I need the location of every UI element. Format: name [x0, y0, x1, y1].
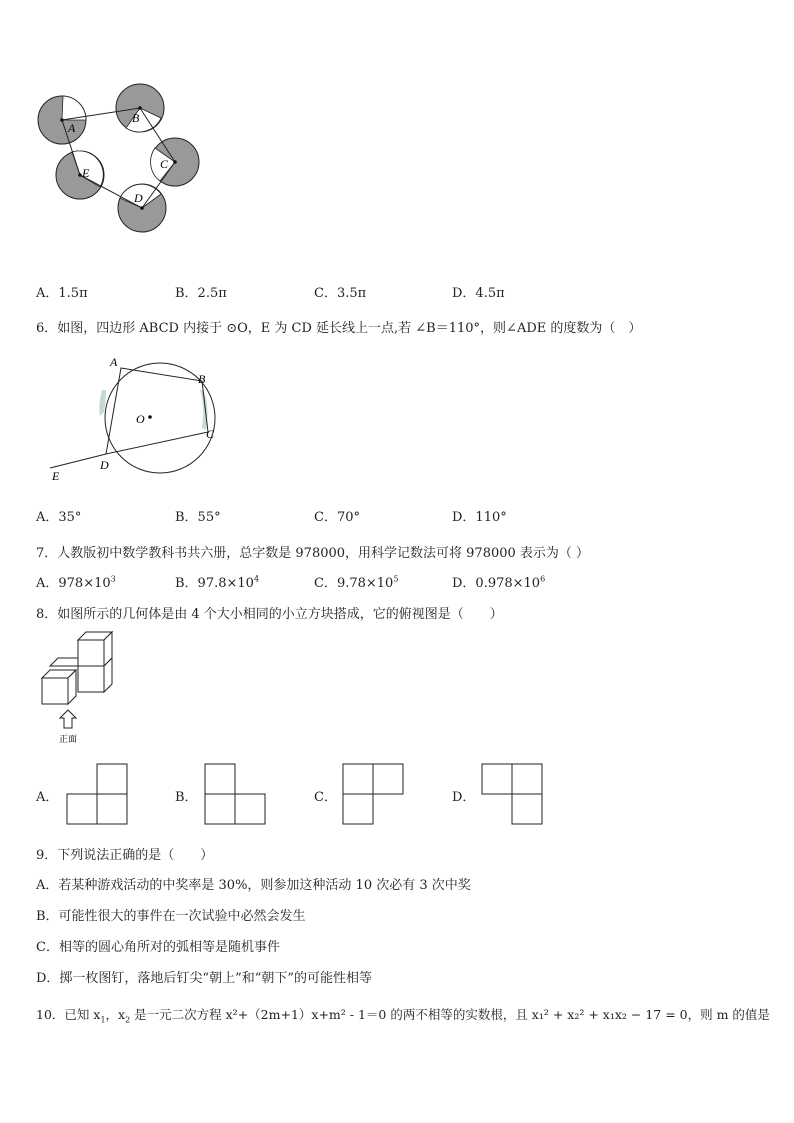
q6-option-d[interactable]: D．110°	[452, 510, 507, 525]
q7-option-a-label: A．978×10	[36, 576, 111, 591]
q5-option-a[interactable]: A．1.5π	[36, 286, 88, 301]
q7-option-d[interactable]	[452, 572, 545, 591]
q7-option-c-exp: 5	[393, 574, 399, 584]
q7-option-d-exp: 6	[540, 574, 546, 584]
q6-label-a: A	[110, 355, 118, 369]
q7-option-a[interactable]	[36, 572, 116, 591]
q10-text-start: 10．已知 x	[36, 1007, 101, 1022]
q5-option-b[interactable]: B．2.5π	[175, 286, 227, 301]
q6-figure	[40, 350, 230, 485]
q7-question-text: 7．人教版初中数学教科书共六册，总字数是 978000，用科学记数法可将 978000 表示为（ ）	[36, 546, 590, 561]
q7-option-a-exp: 3	[110, 574, 116, 584]
q7-option-b-label: B．97.8×10	[175, 576, 254, 591]
q9-option-b[interactable]: B．可能性很大的事件在一次试验中必然会发生	[36, 909, 306, 924]
q8-option-c-figure	[342, 763, 406, 829]
q10-question-text: 10．已知 $x_1$，$x_2$ 是一元二次方程 x²+（2m+1）x+m² - 1＝0 的两不相等的实数根，且 x₁² + x₂² + x₁x₂ − 17 = 0，则 m 的值是	[36, 1007, 770, 1025]
fig5-label-c: C	[160, 157, 169, 171]
fig5-label-d: D	[134, 191, 143, 205]
q6-label-e: E	[52, 469, 60, 483]
q7-option-c[interactable]	[314, 572, 398, 591]
q6-question-text: 6．如图，四边形 ABCD 内接于 ⊙O，E 为 CD 延长线上一点,若 ∠B＝110°，则∠ADE 的度数为（ ）	[36, 321, 642, 336]
q7-option-b[interactable]	[175, 572, 259, 591]
q7-option-d-label: D．0.978×10	[452, 576, 541, 591]
q8-option-d-figure	[481, 763, 545, 829]
q9-question-text: 9．下列说法正确的是（ ）	[36, 848, 214, 863]
fig5-label-b: B	[132, 111, 140, 125]
q6-label-b: B	[198, 372, 206, 386]
q8-option-d[interactable]: D．	[452, 790, 476, 805]
q9-option-a[interactable]: A．若某种游戏活动的中奖率是 30%，则参加这种活动 10 次必有 3 次中奖	[36, 878, 471, 893]
q5-figure	[30, 80, 210, 240]
q6-label-d: D	[100, 458, 109, 472]
q8-option-b-figure	[204, 763, 268, 829]
q8-option-b[interactable]: B．	[175, 790, 198, 805]
fig5-label-e: E	[82, 166, 90, 180]
q5-option-c[interactable]: C．3.5π	[314, 286, 367, 301]
q8-question-text: 8．如图所示的几何体是由 4 个大小相同的小立方块搭成，它的俯视图是（ ）	[36, 607, 503, 622]
q6-option-a[interactable]: A．35°	[36, 510, 82, 525]
q7-option-c-label: C．9.78×10	[314, 576, 394, 591]
q6-label-c: C	[206, 427, 215, 441]
q10-text-rest: 是一元二次方程 x²+（2m+1）x+m² - 1＝0 的两不相等的实数根，且 x₁² + x₂² + x₁x₂ − 17 = 0，则 m 的值是	[130, 1007, 770, 1022]
fig5-label-a: A	[68, 121, 76, 135]
q6-label-o: O	[136, 412, 145, 426]
q7-option-b-exp: 4	[253, 574, 260, 584]
q8-figure	[38, 630, 128, 750]
q5-option-d[interactable]: D．4.5π	[452, 286, 505, 301]
q6-option-b[interactable]: B．55°	[175, 510, 221, 525]
q9-option-d[interactable]: D．掷一枚图钉，落地后钉尖“朝上”和“朝下”的可能性相等	[36, 971, 373, 986]
q8-option-a[interactable]: A．	[36, 790, 59, 805]
q8-front-caption: 正面	[59, 735, 78, 745]
q8-option-a-figure	[66, 763, 130, 829]
q10-text-mid: ，x	[105, 1007, 126, 1022]
q8-option-c[interactable]: C．	[314, 790, 337, 805]
q6-option-c[interactable]: C．70°	[314, 510, 360, 525]
q9-option-c[interactable]: C．相等的圆心角所对的弧相等是随机事件	[36, 940, 280, 955]
